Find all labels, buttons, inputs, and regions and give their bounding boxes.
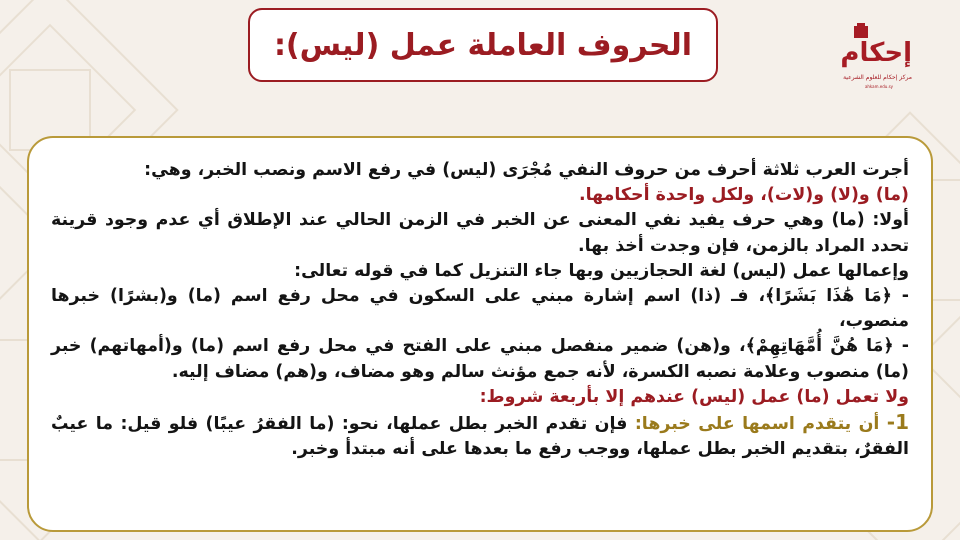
paragraph-conditions: ولا تعمل (ما) عمل (ليس) عندهم إلا بأربعة شروط: (479, 386, 909, 407)
condition-1 (51, 410, 909, 462)
logo-tagline: ahkam.edu.sy (864, 84, 894, 89)
condition-number: 1- (886, 410, 910, 435)
content-box (27, 136, 933, 532)
paragraph-letters: (ما) و(لا) و(لات)، ولكل واحدة أحكامها. (579, 185, 909, 206)
logo-name: إحكام (840, 38, 912, 68)
logo-subtitle: مركز إحكام للعلوم الشرعية (843, 74, 912, 81)
condition-body: فإن تقدم الخبر بطل عملها، نحو: (ما الفقرُ عيبًا) فلو قيل: ما عيبٌ الفقرٌ، بتقديم الخبر بطل عملها، ووجب رفع ما بعدها على أنه مبتدأ وخبر. (51, 414, 909, 460)
paragraph-example-2: - ﴿مَا هُنَّ أُمَّهَاتِهِمْ﴾، و(هن) ضمير منفصل مبني على الفتح في محل رفع اسم (ما) و(أمهاتهم) خبر (ما) منصوب وعلامة نصبه الكسرة، لأنه جمع مؤنث سالم وهو مضاف، و(هم) مضاف إليه. (51, 336, 909, 382)
paragraph-intro: أجرت العرب ثلاثة أحرف من حروف النفي مُجْرَى (ليس) في رفع الاسم ونصب الخبر، وهي: (144, 160, 909, 180)
title-box (248, 8, 718, 82)
slide-title: الحروف العاملة عمل (ليس): (273, 27, 693, 63)
paragraph-hijazi: وإعمالها عمل (ليس) لغة الحجازيين وبها جاء التنزيل كما في قوله تعالى: (294, 260, 909, 281)
condition-heading: أن يتقدم اسمها على خبرها: (634, 414, 880, 435)
paragraph-example-1: - ﴿مَا هَٰذَا بَشَرًا﴾، فـ (ذا) اسم إشارة مبني على السكون في محل رفع اسم (ما) و(بشرًا) خبرها منصوب، (51, 286, 909, 332)
ahkam-logo (840, 30, 912, 98)
paragraph-first: أولا: (ما) وهي حرف يفيد نفي المعنى عن الخبر في الزمن الحالي عند الإطلاق أي عدم وجود قرينة تحدد المراد بالزمن، فإن وجدت أخذ بها. (51, 210, 909, 256)
